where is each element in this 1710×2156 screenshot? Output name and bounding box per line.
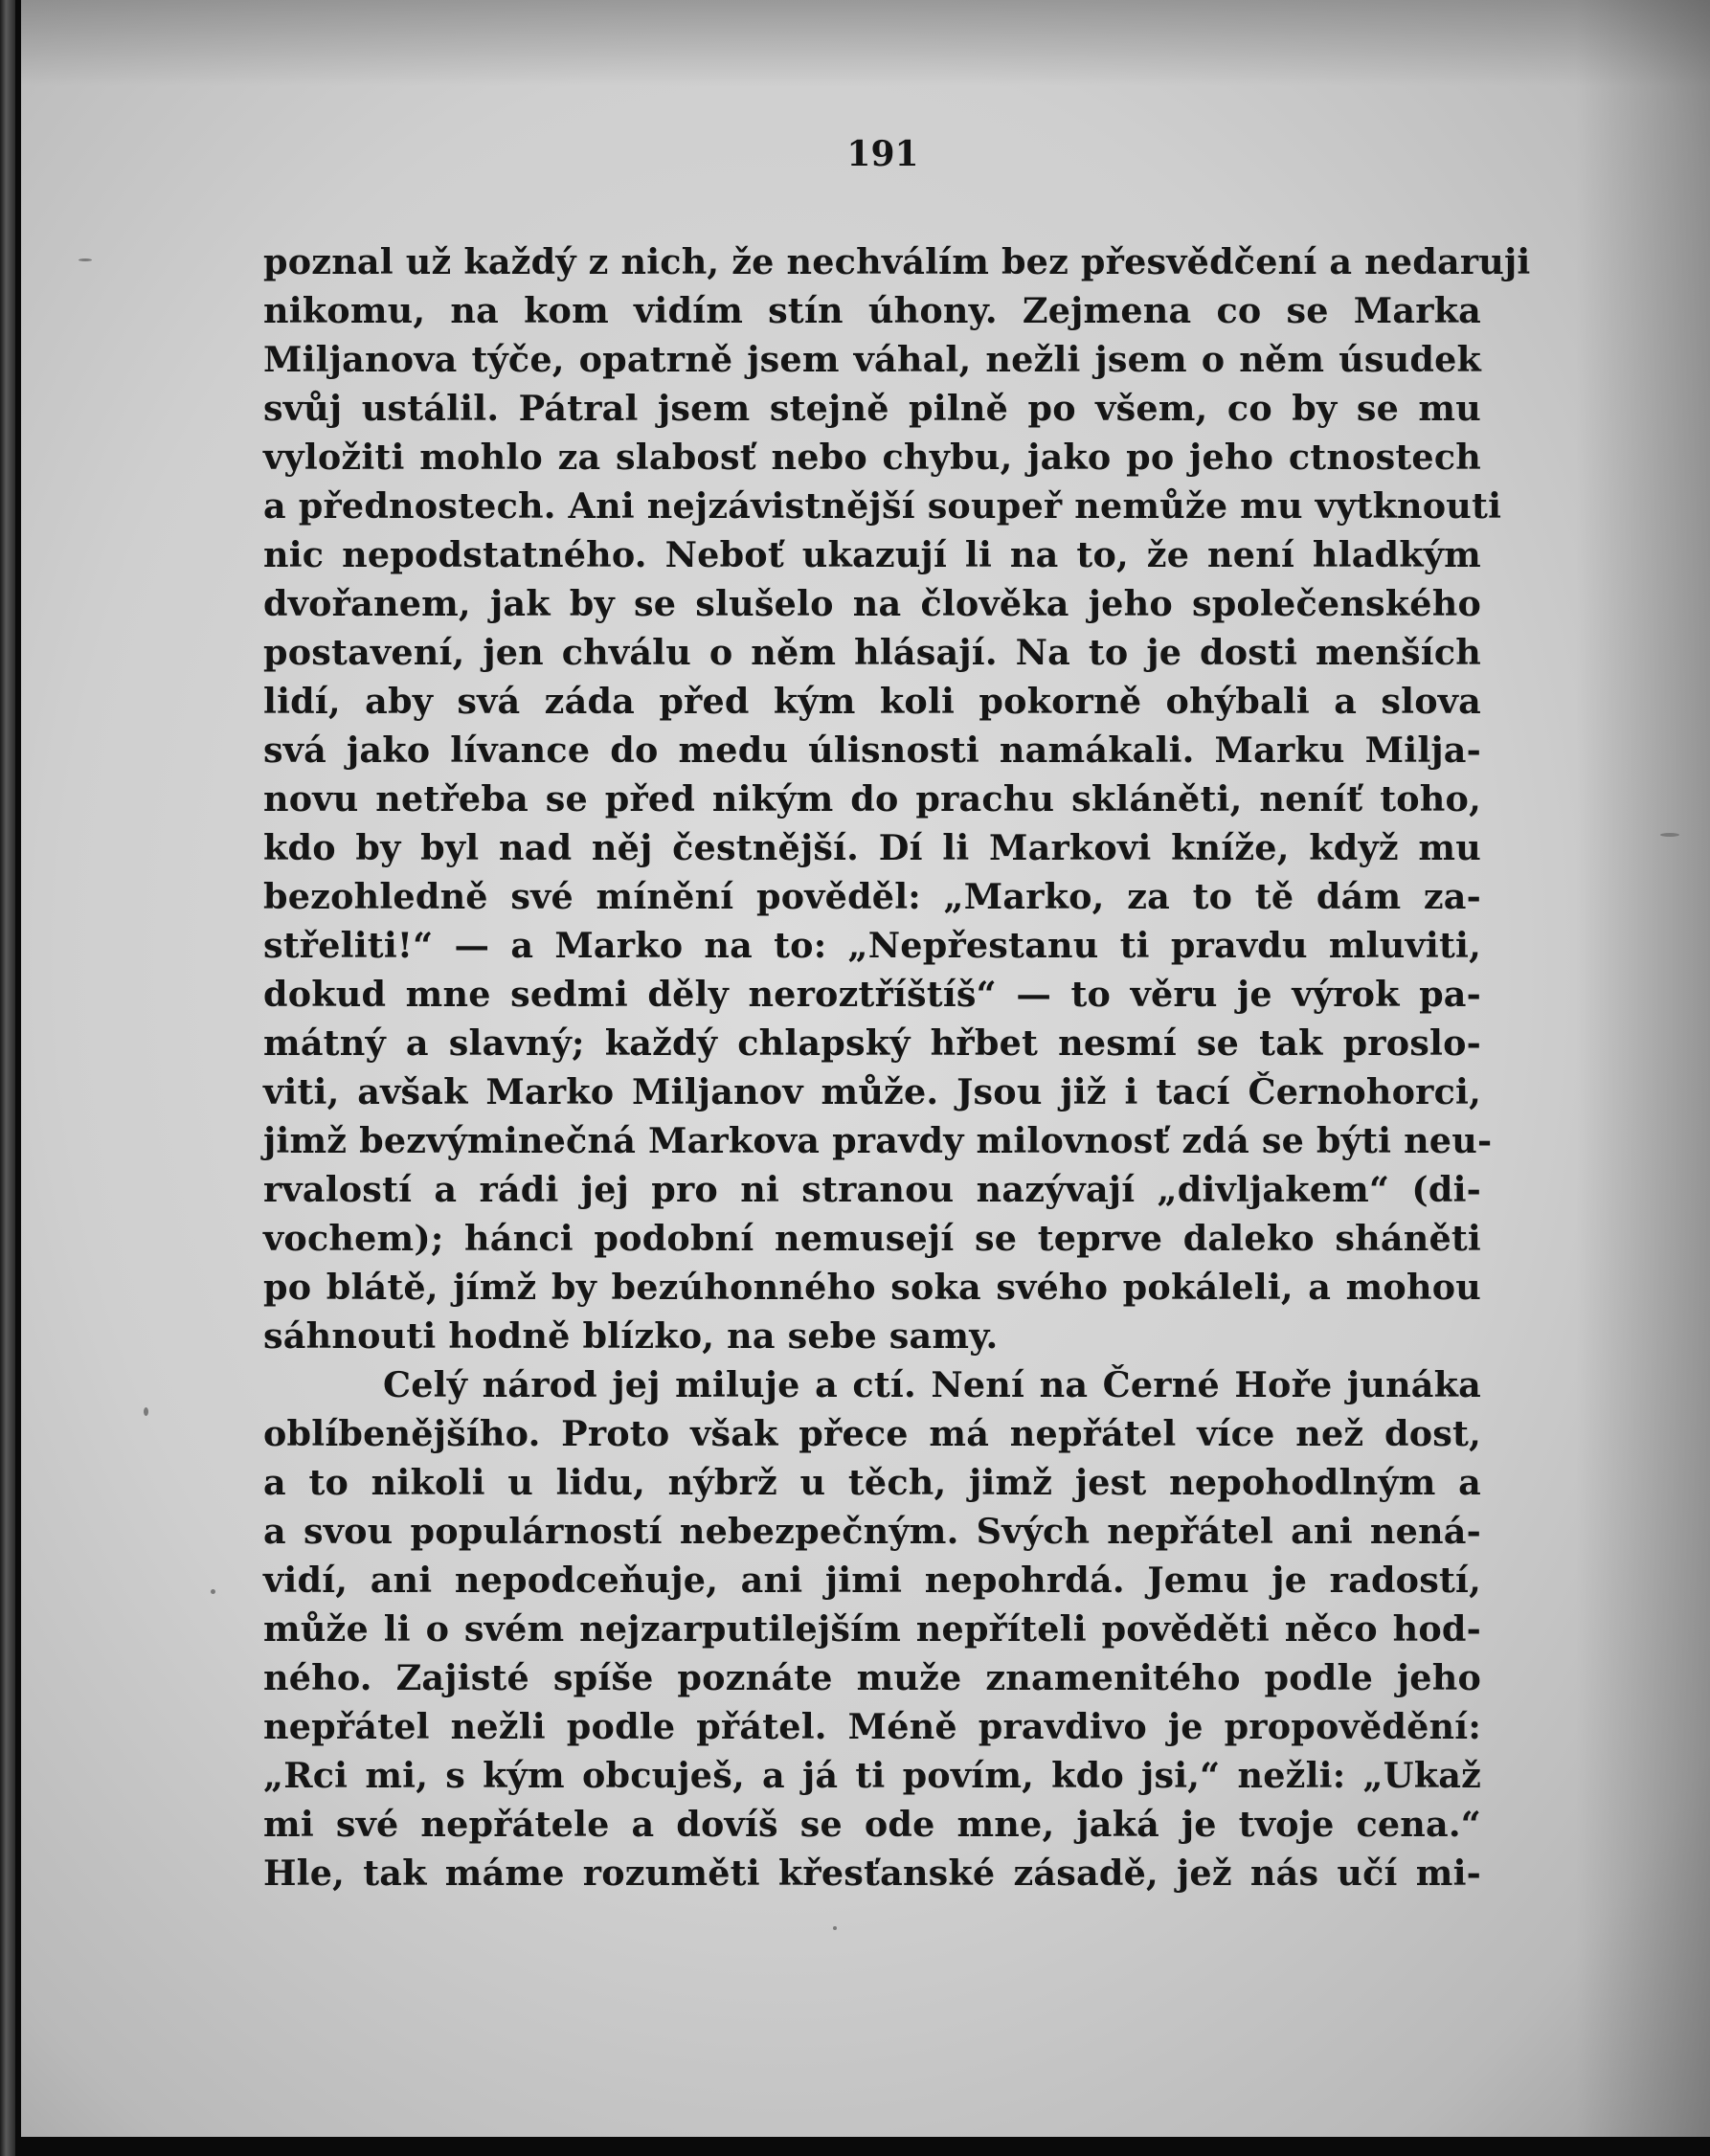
text-line: nic nepodstatného. Neboť ukazují li na to, že není hladkým — [263, 534, 1481, 575]
text-line: jimž bezvýminečná Markova pravdy milovnosť zdá se býti neu- — [263, 1120, 1493, 1161]
text-line: mátný a slavný; každý chlapský hřbet nesmí se tak proslo- — [263, 1022, 1481, 1064]
scan-speck — [1660, 833, 1679, 837]
text-line: kdo by byl nad něj čestnější. Dí li Markovi kníže, když mu — [263, 827, 1481, 868]
book-page — [21, 0, 1710, 2137]
text-line: rvalostí a rádi jej pro ni stranou nazývají „divljakem“ (di- — [263, 1169, 1481, 1210]
text-line: „Rci mi, s kým obcuješ, a já ti povím, kdo jsi,“ nežli: „Ukaž — [263, 1755, 1481, 1796]
body-text — [263, 237, 1531, 1898]
text-line: nepřátel nežli podle přátel. Méně pravdivo je propovědění: — [263, 1706, 1481, 1747]
text-line: dvořanem, jak by se slušelo na člověka jeho společenského — [263, 583, 1481, 624]
text-line: poznal už každý z nich, že nechválím bez přesvědčení a nedaruji — [263, 241, 1531, 282]
text-line: mi své nepřátele a dovíš se ode mne, jaká je tvoje cena.“ — [263, 1804, 1481, 1845]
text-line: Hle, tak máme rozuměti křesťanské zásadě, jež nás učí mi- — [263, 1853, 1481, 1894]
text-line: dokud mne sedmi děly neroztříštíš“ — to věru je výrok pa- — [263, 974, 1481, 1015]
text-line: viti, avšak Marko Miljanov může. Jsou již i tací Černohorci, — [263, 1071, 1481, 1112]
text-line: a to nikoli u lidu, nýbrž u těch, jimž jest nepohodlným a — [263, 1462, 1481, 1503]
scan-speck — [79, 258, 92, 261]
scan-speck — [144, 1407, 148, 1416]
text-line: oblíbenějšího. Proto však přece má nepřátel více než dost, — [263, 1413, 1481, 1454]
page-edge-shadow — [1576, 0, 1710, 2137]
text-line: vochem); hánci podobní nemusejí se teprve daleko sháněti — [263, 1218, 1481, 1259]
text-line: Miljanova týče, opatrně jsem váhal, nežli jsem o něm úsudek — [263, 339, 1481, 380]
text-line: může li o svém nejzarputilejším nepříteli pověděti něco hod- — [263, 1608, 1481, 1650]
text-line: vidí, ani nepodceňuje, ani jimi nepohrdá. Jemu je radostí, — [263, 1560, 1481, 1601]
text-line: svá jako lívance do medu úlisnosti namákali. Marku Milja- — [263, 730, 1481, 771]
page-number: 191 — [846, 134, 919, 174]
text-line: Celý národ jej miluje a ctí. Není na Černé Hoře junáka — [383, 1364, 1481, 1405]
text-line: novu netřeba se před nikým do prachu skláněti, neníť toho, — [263, 778, 1481, 820]
text-line: svůj ustálil. Pátral jsem stejně pilně po všem, co by se mu — [263, 388, 1481, 429]
text-line: ného. Zajisté spíše poznáte muže znamenitého podle jeho — [263, 1657, 1481, 1698]
text-line: a přednostech. Ani nejzávistnější soupeř nemůže mu vytknouti — [263, 485, 1502, 527]
text-line: po blátě, jímž by bezúhonného soka svého pokáleli, a mohou — [263, 1267, 1481, 1308]
text-line: sáhnouti hodně blízko, na sebe samy. — [263, 1315, 999, 1357]
scan-speck — [833, 1926, 837, 1930]
text-line: střeliti!“ — a Marko na to: „Nepřestanu ti pravdu mluviti, — [263, 925, 1481, 966]
text-line: postavení, jen chválu o něm hlásají. Na to je dosti menších — [263, 632, 1481, 673]
scan-speck — [211, 1589, 215, 1594]
text-line: bezohledně své mínění pověděl: „Marko, za to tě dám za- — [263, 876, 1481, 917]
page-top-shadow — [21, 0, 1710, 86]
text-line: vyložiti mohlo za slabosť nebo chybu, jako po jeho ctnostech — [263, 437, 1481, 478]
text-line: a svou populárností nebezpečným. Svých nepřátel ani nená- — [263, 1511, 1481, 1552]
text-line: lidí, aby svá záda před kým koli pokorně ohýbali a slova — [263, 681, 1481, 722]
text-line: nikomu, na kom vidím stín úhony. Zejmena co se Marka — [263, 290, 1481, 331]
book-spine-edge — [0, 0, 15, 2156]
